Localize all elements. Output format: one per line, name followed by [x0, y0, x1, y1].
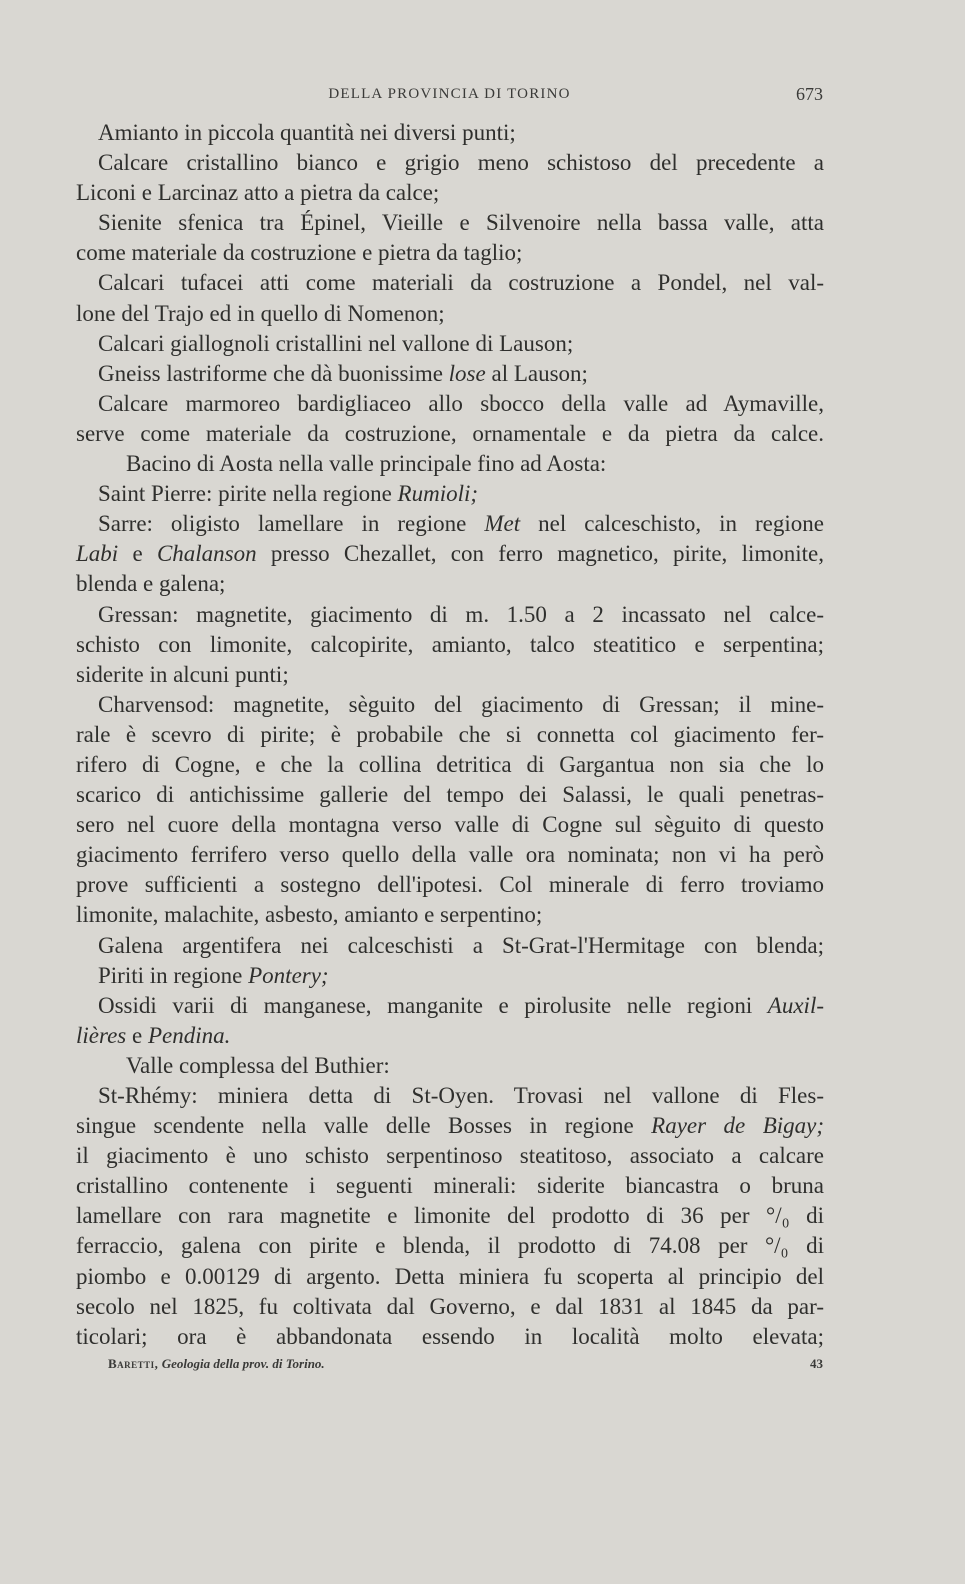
text-run: presso Chezallet, con ferro magnetico, pirite, limonite,	[256, 541, 824, 567]
text-run: nel calceschisto, in regione	[520, 511, 824, 537]
italic-text: lières	[76, 1022, 127, 1048]
text-run: Calcari tufacei atti come materiali da costruzione a Pondel, nel val-	[98, 270, 824, 296]
text-run: Calcare marmoreo bardigliaceo allo sbocco della valle ad Aymaville,	[98, 390, 824, 416]
text-line	[76, 600, 824, 630]
body-text	[76, 118, 824, 1352]
text-line	[76, 1201, 824, 1231]
text-run: ferraccio, galena con pirite e blenda, il prodotto di 74.08 per °/₀ di	[76, 1233, 824, 1259]
footer-author: Baretti,	[108, 1356, 159, 1371]
text-line	[76, 660, 824, 690]
text-line	[76, 208, 824, 238]
text-line	[76, 840, 824, 870]
text-run: al Lauson;	[485, 360, 588, 386]
text-line	[76, 118, 824, 148]
text-line	[76, 178, 824, 208]
italic-text: Rumioli;	[397, 481, 479, 507]
text-line	[76, 389, 824, 419]
text-line	[76, 148, 824, 178]
text-run: Gressan: magnetite, giacimento di m. 1.50 a 2 incassato nel calce-	[98, 601, 824, 627]
text-run: Bacino di Aosta nella valle principale fino ad Aosta:	[126, 451, 607, 477]
text-run: secolo nel 1825, fu coltivata dal Governo, e dal 1831 al 1845 da par-	[76, 1293, 824, 1319]
text-run: serve come materiale da costruzione, ornamentale e da pietra da calce.	[76, 420, 824, 446]
text-line	[76, 299, 824, 329]
text-run: come materiale da costruzione e pietra da taglio;	[76, 240, 523, 266]
italic-text: Met	[484, 511, 521, 537]
text-run: lone del Trajo ed in quello di Nomenon;	[76, 300, 445, 326]
text-line	[76, 630, 824, 660]
text-run: piombo e 0.00129 di argento. Detta miniera fu scoperta al principio del	[76, 1263, 824, 1289]
text-line	[76, 479, 824, 509]
page-footer	[108, 1356, 823, 1376]
text-line	[76, 509, 824, 539]
text-run: Liconi e Larcinaz atto a pietra da calce;	[76, 180, 440, 206]
text-run: Ossidi varii di manganese, manganite e pirolusite nelle regioni	[98, 992, 768, 1018]
text-line	[76, 1081, 824, 1111]
italic-text: Rayer de Bigay;	[651, 1113, 825, 1139]
text-line	[76, 750, 824, 780]
text-run: rifero di Cogne, e che la collina detritica di Gargantua non sia che lo	[76, 751, 824, 777]
text-run: Calcari giallognoli cristallini nel vallone di Lauson;	[98, 330, 574, 356]
italic-text: Pontery;	[248, 962, 329, 988]
footer-work-title: Geologia della prov. di Torino.	[161, 1356, 325, 1371]
italic-text: lose	[448, 360, 486, 386]
text-line	[76, 539, 824, 569]
text-line	[76, 1111, 824, 1141]
text-run: Calcare cristallino bianco e grigio meno schistoso del precedente a	[98, 150, 824, 176]
text-run: Gneiss lastriforme che dà buonissime	[98, 360, 449, 386]
text-line	[76, 1141, 824, 1171]
text-line	[76, 359, 824, 389]
text-line	[76, 238, 824, 268]
text-run: Piriti in regione	[98, 962, 249, 988]
text-run: Amianto in piccola quantità nei diversi punti;	[98, 120, 516, 145]
text-run: sero nel cuore della montagna verso valle di Cogne sul sèguito di questo	[76, 812, 824, 838]
italic-text: Chalanson	[156, 541, 257, 567]
text-line	[76, 1292, 824, 1322]
text-run: scarico di antichissime gallerie del tempo dei Salassi, le quali penetras-	[76, 782, 824, 808]
text-run: ticolari; ora è abbandonata essendo in località molto elevata;	[76, 1323, 824, 1349]
text-line	[76, 1262, 824, 1292]
text-line	[76, 1171, 824, 1201]
italic-text: Pendina.	[147, 1022, 231, 1048]
text-line	[76, 870, 824, 900]
text-line	[76, 419, 824, 449]
text-run: giacimento ferrifero verso quello della valle ora nominata; non vi ha però	[76, 842, 824, 868]
text-run: rale è scevro di pirite; è probabile che si connetta col giacimento fer-	[76, 721, 824, 747]
text-line	[76, 720, 824, 750]
text-run: Charvensod: magnetite, sèguito del giacimento di Gressan; il mine-	[98, 691, 824, 717]
text-run: e	[118, 541, 157, 567]
text-run: lamellare con rara magnetite e limonite del prodotto di 36 per °/₀ di	[76, 1203, 824, 1229]
text-line	[76, 961, 824, 991]
text-run: siderite in alcuni punti;	[76, 661, 289, 687]
text-run: singue scendente nella valle delle Bosses in regione	[76, 1113, 652, 1139]
text-line	[76, 268, 824, 298]
text-run: Sarre: oligisto lamellare in regione	[98, 511, 485, 537]
text-line	[76, 690, 824, 720]
text-line	[76, 329, 824, 359]
text-run: limonite, malachite, asbesto, amianto e serpentino;	[76, 902, 543, 928]
text-line	[76, 900, 824, 930]
text-run: Galena argentifera nei calceschisti a St-Grat-l'Hermitage con blenda;	[98, 932, 824, 958]
text-line	[76, 931, 824, 961]
text-line	[76, 449, 824, 479]
text-line	[76, 569, 824, 599]
text-line	[76, 991, 824, 1021]
text-run: Sienite sfenica tra Épinel, Vieille e Silvenoire nella bassa valle, atta	[98, 210, 824, 236]
running-header	[76, 86, 823, 112]
signature-mark: 43	[810, 1356, 823, 1371]
text-line	[76, 1021, 824, 1051]
text-line	[76, 1322, 824, 1352]
italic-text: Auxil-	[767, 992, 824, 1018]
text-run: e	[126, 1022, 148, 1048]
running-title: DELLA PROVINCIA DI TORINO	[328, 86, 571, 102]
text-line	[76, 810, 824, 840]
text-run: cristallino contenente i seguenti minerali: siderite biancastra o bruna	[76, 1173, 824, 1199]
text-line	[76, 780, 824, 810]
text-run: Saint Pierre: pirite nella regione	[98, 481, 398, 507]
italic-text: Labi	[76, 541, 119, 567]
text-run: St-Rhémy: miniera detta di St-Oyen. Trovasi nel vallone di Fles-	[98, 1083, 824, 1108]
text-run: blenda e galena;	[76, 571, 226, 597]
text-line	[76, 1231, 824, 1261]
text-run: schisto con limonite, calcopirite, amianto, talco steatitico e serpentina;	[76, 631, 824, 657]
text-run: prove sufficienti a sostegno dell'ipotesi. Col minerale di ferro troviamo	[76, 872, 824, 898]
text-run: il giacimento è uno schisto serpentinoso steatitoso, associato a calcare	[76, 1143, 824, 1169]
text-run: Valle complessa del Buthier:	[126, 1052, 390, 1078]
page-number: 673	[796, 84, 823, 104]
text-line	[76, 1051, 824, 1081]
